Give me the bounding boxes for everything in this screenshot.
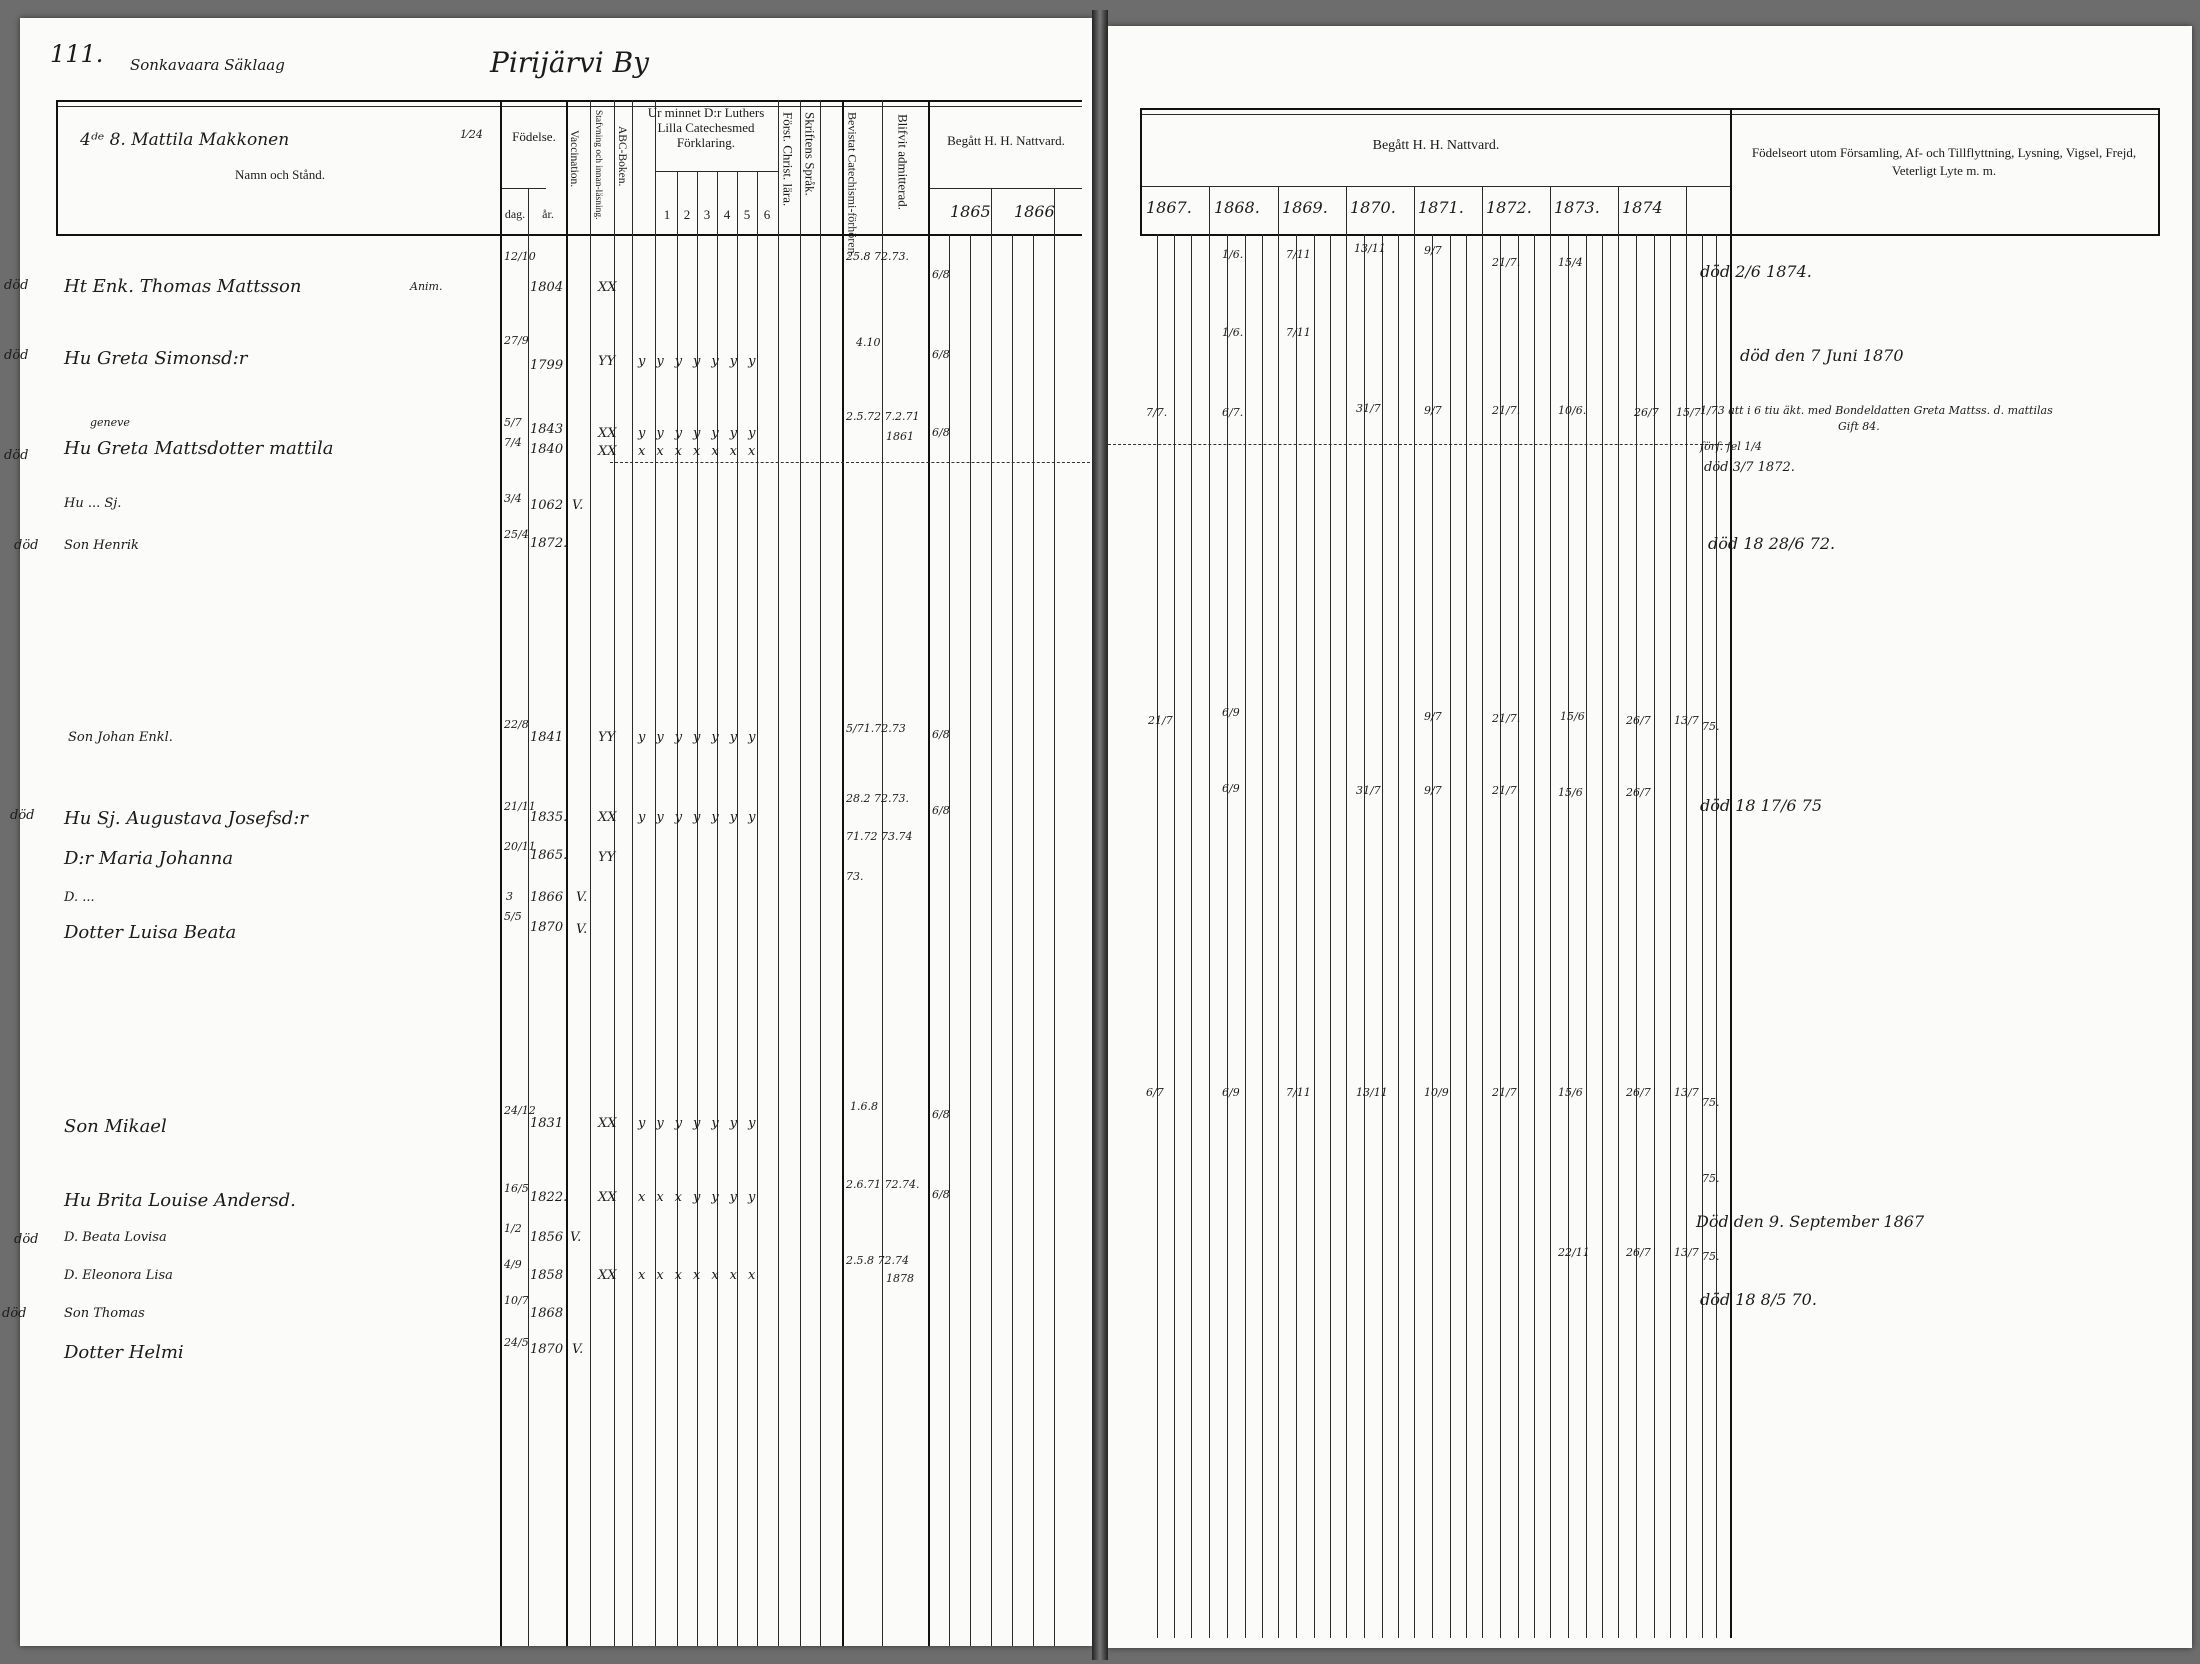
- birth-day: 3/4: [504, 492, 522, 505]
- catechism-marks: xxxxxxx: [638, 444, 767, 459]
- communion-entry: 6/8: [932, 728, 950, 741]
- col-line: [1209, 186, 1210, 1638]
- row-name: Hu Sj. Augustava Josefsd:r: [64, 808, 308, 829]
- communion-entry: 6/8: [932, 804, 950, 817]
- communion-year-1866: 1866: [1014, 202, 1055, 221]
- date-entry: 26/7: [1626, 1246, 1651, 1259]
- remark: 1/73 att i 6 tiu äkt. med Bondeldatten Greta Mattss. d. mattilas: [1700, 404, 2053, 417]
- reading-mark: V.: [572, 1342, 584, 1357]
- birth-year: 1843: [530, 422, 564, 437]
- hearing-entry: 4.10: [856, 336, 881, 349]
- year-1870: 1870.: [1350, 198, 1396, 217]
- remark: död 2/6 1874.: [1700, 262, 1812, 281]
- reading-mark: XX: [598, 280, 617, 295]
- birth-year: 1868: [530, 1306, 564, 1321]
- birth-year: 1835.: [530, 810, 568, 825]
- reading-mark: XX: [598, 426, 617, 441]
- reading-mark: XX: [598, 1268, 617, 1283]
- date-entry: 21/7.: [1492, 404, 1521, 417]
- date-entry: 6/9: [1222, 1086, 1240, 1099]
- col-line: [1686, 186, 1687, 1638]
- date-entry: 1/6.: [1222, 248, 1244, 261]
- strike-line: [1108, 444, 1728, 445]
- birth-year: 1799: [530, 358, 564, 373]
- catechism-marks: yyyyyyy: [638, 730, 767, 745]
- date-entry: 26/7: [1626, 714, 1651, 727]
- birth-day: 16/5: [504, 1182, 529, 1195]
- date-entry: 21/7: [1492, 1086, 1517, 1099]
- col-line: [566, 100, 568, 1646]
- name-header-note: 1⁄24: [460, 128, 483, 141]
- catechism-header: Bevistat Catechismi-förhören.: [845, 112, 860, 257]
- bible-header: Skriftens Språk.: [802, 112, 818, 196]
- admitted-entry: 1861: [886, 430, 914, 443]
- birth-day: 25/4: [504, 528, 529, 541]
- col-line: [970, 234, 971, 1646]
- date-entry: 26/7: [1634, 406, 1659, 419]
- margin-note: död: [10, 808, 35, 823]
- reading-mark: XX: [598, 1190, 617, 1205]
- row-name: Son Johan Enkl.: [68, 730, 173, 745]
- year-1869: 1869.: [1282, 198, 1328, 217]
- luther-col-5: 5: [743, 207, 751, 222]
- row-name: Ht Enk. Thomas Mattsson: [64, 276, 302, 297]
- col-line: [737, 171, 738, 1646]
- date-entry: 9/7: [1424, 244, 1442, 257]
- col-line: [1550, 186, 1551, 1638]
- admitted-header: Blifvit admitterad.: [895, 114, 911, 211]
- reading-mark: YY: [598, 354, 616, 369]
- row-name: Son Henrik: [64, 538, 139, 553]
- name-header: Namn och Stånd.: [235, 167, 325, 182]
- birth-year: 1866: [530, 890, 564, 905]
- catechism-marks: yyyyyyy: [638, 1116, 767, 1131]
- col-line: [697, 171, 698, 1646]
- communion-header: Begått H. H. Nattvard.: [947, 133, 1065, 148]
- date-entry: 21/7.: [1492, 256, 1521, 269]
- remark: 75.: [1702, 720, 1720, 733]
- birth-year-header: år.: [542, 207, 554, 221]
- luther-col-6: 6: [763, 207, 771, 222]
- table-top-border-inner: [1140, 114, 2160, 115]
- parish-name: Pirijärvi By: [490, 46, 649, 79]
- date-entry: 21/7: [1492, 784, 1517, 797]
- col-line: [820, 100, 821, 1646]
- date-entry: 21/7: [1148, 714, 1173, 727]
- col-line: [500, 100, 502, 1646]
- col-line: [1414, 186, 1415, 1638]
- birth-day: 24/12: [504, 1104, 536, 1117]
- col-line: [1346, 186, 1347, 1638]
- date-entry: 15/6: [1558, 1086, 1583, 1099]
- remark: död 18 28/6 72.: [1708, 534, 1836, 553]
- birth-year: 1840: [530, 442, 564, 457]
- col-line: [757, 171, 758, 1646]
- communion-entry: 6/8: [932, 1188, 950, 1201]
- col-line: [528, 188, 529, 1646]
- header-bottom-border: [1140, 234, 2160, 236]
- luther-col-2: 2: [683, 207, 691, 222]
- vaccination-header: Vaccination.: [568, 130, 581, 188]
- remark: 75.: [1702, 1250, 1720, 1263]
- col-line: [882, 100, 883, 1646]
- village-name: Sonkavaara Säklaag: [130, 56, 285, 74]
- birth-year: 1841: [530, 730, 564, 745]
- col-line: [1618, 186, 1619, 1638]
- date-entry: 26/7: [1626, 786, 1651, 799]
- col-line: [1140, 108, 1142, 236]
- col-line: [2158, 108, 2160, 236]
- margin-note: död: [2, 1306, 27, 1321]
- date-entry: 15/6: [1560, 710, 1585, 723]
- hearing-entry: 1.6.8: [850, 1100, 878, 1113]
- remark: död den 7 Juni 1870: [1740, 346, 1904, 365]
- row-note: Anim.: [410, 280, 443, 293]
- birth-day: 10/7: [504, 1294, 529, 1307]
- remark: Gift 84.: [1838, 420, 1880, 433]
- luther-col-1: 1: [663, 207, 671, 222]
- date-entry: 13/7: [1674, 714, 1699, 727]
- row-name: Dotter Luisa Beata: [64, 922, 237, 943]
- date-entry: 9/7: [1424, 710, 1442, 723]
- year-1868: 1868.: [1214, 198, 1260, 217]
- margin-note: död: [14, 538, 39, 553]
- page-number: 111.: [50, 40, 104, 68]
- date-entry: 26/7: [1626, 1086, 1651, 1099]
- date-entry: 13/7: [1674, 1086, 1699, 1099]
- reading-mark: YY: [598, 730, 616, 745]
- left-register-page: [2, 18, 1092, 1646]
- date-entry: 15/6: [1558, 786, 1583, 799]
- communion-entry: 6/8: [932, 348, 950, 361]
- communion-year-1865: 1865: [950, 202, 991, 221]
- table-top-border: [1140, 108, 2160, 110]
- reading-header: Stafvning och innan-läsning.: [592, 110, 603, 220]
- book-gutter: [1092, 10, 1108, 1660]
- birth-day: 22/8: [504, 718, 529, 731]
- birth-day: 20/11: [504, 840, 536, 853]
- hearing-entry: 73.: [846, 870, 864, 883]
- birth-day: 27/9: [504, 334, 529, 347]
- birth-year: 1870: [530, 1342, 564, 1357]
- reading-mark: XX: [598, 444, 617, 459]
- birth-day-header: dag.: [504, 207, 526, 221]
- date-entry: 9/7: [1424, 404, 1442, 417]
- abc-header: ABC-Boken.: [616, 126, 629, 187]
- catechism-marks: yyyyyyy: [638, 426, 767, 441]
- catechism-marks: xxxxxxx: [638, 1268, 767, 1283]
- birth-day: 12/10: [504, 250, 536, 263]
- birth-day: 1/2: [504, 1222, 522, 1235]
- year-1871: 1871.: [1418, 198, 1464, 217]
- catechism-marks: yyyyyyy: [638, 810, 767, 825]
- date-entry: 6/9: [1222, 706, 1240, 719]
- date-entry: 31/7: [1356, 784, 1381, 797]
- row-name: D. Beata Lovisa: [64, 1230, 167, 1245]
- remark: Död den 9. September 1867: [1696, 1212, 1925, 1231]
- row-name: Dotter Helmi: [64, 1342, 184, 1363]
- row-name: Son Mikael: [64, 1116, 167, 1137]
- hearing-entry: 2.5.72 7.2.71: [846, 410, 920, 423]
- birth-day: 5/7: [504, 416, 522, 429]
- date-entry: 10/9: [1424, 1086, 1449, 1099]
- date-entry: 13/11: [1356, 1086, 1388, 1099]
- col-line: [1054, 188, 1055, 1646]
- year-1874: 1874: [1622, 198, 1663, 217]
- date-entry: 9/7: [1424, 784, 1442, 797]
- birth-year: 1872.: [530, 536, 568, 551]
- row-name: Hu Greta Simonsd:r: [64, 348, 248, 369]
- row-name: D. ...: [64, 890, 95, 905]
- col-line: [1730, 108, 1732, 1638]
- date-entry: 13/11: [1354, 242, 1386, 255]
- row-name: Hu Brita Louise Andersd.: [64, 1190, 296, 1211]
- reading-mark: XX: [598, 810, 617, 825]
- col-line: [991, 188, 992, 1646]
- col-line: [677, 171, 678, 1646]
- col-line: [1482, 186, 1483, 1638]
- birth-year: 1831: [530, 1116, 564, 1131]
- reading-mark: V.: [572, 498, 584, 513]
- luther-header: Ur minnet D:r Luthers Lilla Catechesmed Förklaring.: [647, 105, 765, 150]
- communion-entry: 6/8: [932, 426, 950, 439]
- hearing-entry: 5/71.72.73: [846, 722, 906, 735]
- reading-mark: V.: [576, 922, 588, 937]
- remark: förf. fel 1/4: [1700, 440, 1762, 453]
- remark: 75.: [1702, 1096, 1720, 1109]
- birth-year: 1822.: [530, 1190, 568, 1205]
- row-name: D:r Maria Johanna: [64, 848, 234, 869]
- birth-year: 1865.: [530, 848, 568, 863]
- hearing-entry: 2.6.71 72.74.: [846, 1178, 920, 1191]
- birth-day: 24/5: [504, 1336, 529, 1349]
- col-line: [949, 234, 950, 1646]
- birth-header: Födelse.: [512, 129, 556, 144]
- year-1867: 1867.: [1146, 198, 1192, 217]
- col-line: [632, 100, 633, 1646]
- col-line: [928, 100, 930, 1646]
- date-entry: 7/11: [1286, 248, 1311, 261]
- col-line: [1278, 186, 1279, 1638]
- date-entry: 1/6.: [1222, 326, 1244, 339]
- luther-col-4: 4: [723, 207, 731, 222]
- hearing-entry: 25.8 72.73.: [846, 250, 909, 263]
- col-line: [1012, 234, 1013, 1646]
- remarks-header: Födelseort utom Församling, Af- och Tillflyttning, Lysning, Vigsel, Frejd, Veterligt Lyte m. m.: [1751, 145, 2137, 179]
- birth-day: 4/9: [504, 1258, 522, 1271]
- birth-day: 7/4: [504, 436, 522, 449]
- margin-note: död: [14, 1232, 39, 1247]
- birth-year: 1870: [530, 920, 564, 935]
- row-name: Son Thomas: [64, 1306, 145, 1321]
- col-line: [590, 100, 591, 1646]
- reading-mark: YY: [598, 850, 616, 865]
- hearing-entry: 28.2 72.73.: [846, 792, 909, 805]
- margin-note: död: [4, 448, 29, 463]
- hearing-entry: 2.5.8 72.74: [846, 1254, 909, 1267]
- remark: 75.: [1702, 1172, 1720, 1185]
- date-entry: 6/7.: [1222, 406, 1244, 419]
- birth-year: 1062: [530, 498, 564, 513]
- reading-mark: XX: [598, 1116, 617, 1131]
- date-entry: 7/11: [1286, 1086, 1311, 1099]
- birth-day: 21/11: [504, 800, 536, 813]
- margin-note: död: [4, 348, 29, 363]
- communion-header: Begått H. H. Nattvard.: [1372, 138, 1500, 153]
- hearing-entry: 71.72 73.74: [846, 830, 913, 843]
- row-name: Hu Greta Mattsdotter mattila: [64, 438, 334, 459]
- date-entry: 31/7: [1356, 402, 1381, 415]
- year-1872: 1872.: [1486, 198, 1532, 217]
- date-entry: 10/6.: [1558, 404, 1587, 417]
- col-line: [842, 100, 844, 1646]
- date-entry: 6/7: [1146, 1086, 1164, 1099]
- date-entry: 7/11: [1286, 326, 1311, 339]
- margin-note: död: [4, 278, 29, 293]
- date-entry: 6/9: [1222, 782, 1240, 795]
- date-entry: 15/7: [1676, 406, 1701, 419]
- years-header-line: [1140, 186, 1730, 187]
- row-name: D. Eleonora Lisa: [64, 1268, 173, 1283]
- year-1873: 1873.: [1554, 198, 1600, 217]
- catechism-marks: xxxyyyy: [638, 1190, 767, 1205]
- col-line: [717, 171, 718, 1646]
- col-line: [778, 100, 779, 1646]
- luther-col-3: 3: [703, 207, 711, 222]
- name-header-handwritten: 4ᵈᵉ 8. Mattila Makkonen: [80, 130, 290, 150]
- birth-year: 1856: [530, 1230, 564, 1245]
- birth-year: 1804: [530, 280, 564, 295]
- col-line: [655, 100, 656, 1646]
- col-line: [614, 100, 615, 1646]
- row-name: Hu ... Sj.: [64, 496, 122, 511]
- right-register-page: [1108, 26, 2192, 1648]
- birth-day: 5/5: [504, 910, 522, 923]
- birth-day: 3: [506, 890, 513, 903]
- catechism-marks: yyyyyyy: [638, 354, 767, 369]
- date-entry: 7/7.: [1146, 406, 1168, 419]
- remark: död 3/7 1872.: [1704, 460, 1795, 475]
- birth-subheader-line: [500, 188, 546, 189]
- date-entry: 13/7: [1674, 1246, 1699, 1259]
- remark: död 18 17/6 75: [1700, 796, 1823, 815]
- communion-subheader-line: [928, 188, 1082, 189]
- reading-mark: V.: [576, 890, 588, 905]
- col-line: [1033, 234, 1034, 1646]
- christian-header: Först. Christ. lära.: [780, 112, 796, 207]
- col-line: [56, 100, 58, 236]
- remark: död 18 8/5 70.: [1700, 1290, 1817, 1309]
- date-entry: 22/11: [1558, 1246, 1590, 1259]
- birth-year: 1858: [530, 1268, 564, 1283]
- strike-line: [610, 462, 1090, 463]
- date-entry: 15/4: [1558, 256, 1583, 269]
- row-name-prefix: geneve: [90, 416, 130, 429]
- date-entry: 21/7.: [1492, 712, 1521, 725]
- col-line: [800, 100, 801, 1646]
- communion-entry: 6/8: [932, 268, 950, 281]
- communion-entry: 6/8: [932, 1108, 950, 1121]
- admitted-entry: 1878: [886, 1272, 914, 1285]
- reading-mark: V.: [570, 1230, 582, 1245]
